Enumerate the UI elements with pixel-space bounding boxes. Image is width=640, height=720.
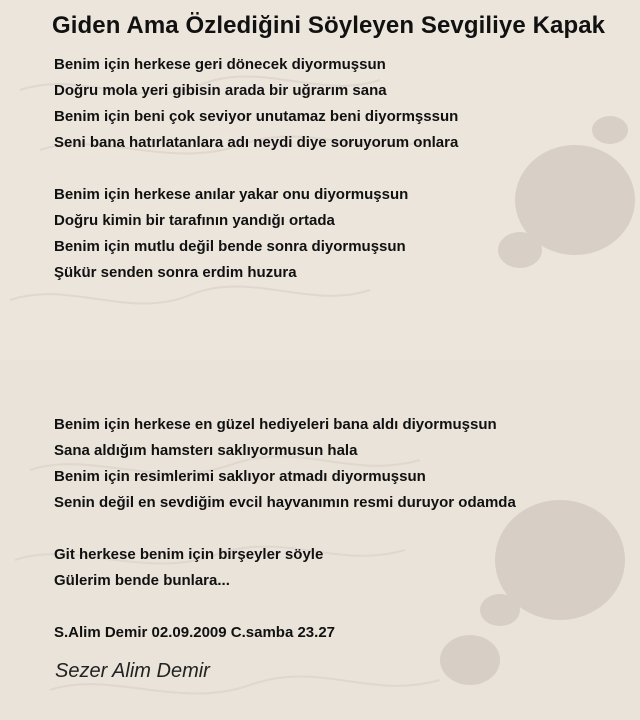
poem-title: Giden Ama Özlediğini Söyleyen Sevgiliye Kapak — [52, 12, 606, 39]
poem-line: Benim için herkese anılar yakar onu diyormuşsun — [54, 186, 409, 203]
stanza-2 — [54, 182, 408, 286]
poem-line: Gülerim bende bunlara... — [54, 572, 230, 589]
poem-line: Şükür senden sonra erdim huzura — [54, 264, 297, 281]
poem-line: Doğru mola yeri gibisin arada bir uğrarım sana — [54, 82, 387, 99]
poem-line: Seni bana hatırlatanlara adı neydi diye soruyorum onlara — [54, 134, 459, 151]
author-name: Sezer Alim Demir — [55, 660, 210, 682]
stanza-4 — [54, 542, 323, 594]
poem-line: Senin değil en sevdiğim evcil hayvanımın resmi duruyor odamda — [54, 494, 516, 511]
poem-line: Git herkese benim için birşeyler söyle — [54, 546, 324, 563]
poem-line: Benim için herkese en güzel hediyeleri bana aldı diyormuşsun — [54, 416, 497, 433]
poem-line: Sana aldığım hamsterı saklıyormusun hala — [54, 442, 358, 459]
poem-line: Benim için herkese geri dönecek diyormuşsun — [54, 56, 386, 73]
signature-line: S.Alim Demir 02.09.2009 C.samba 23.27 — [54, 624, 336, 641]
poem-line: Doğru kimin bir tarafının yandığı ortada — [54, 212, 335, 229]
poem-line: Benim için mutlu değil bende sonra diyormuşsun — [54, 238, 406, 255]
stanza-3 — [54, 412, 516, 516]
poem-line: Benim için beni çok seviyor unutamaz beni diyormşssun — [54, 108, 459, 125]
stanza-1 — [54, 52, 458, 156]
poem-line: Benim için resimlerimi saklıyor atmadı diyormuşsun — [54, 468, 426, 485]
